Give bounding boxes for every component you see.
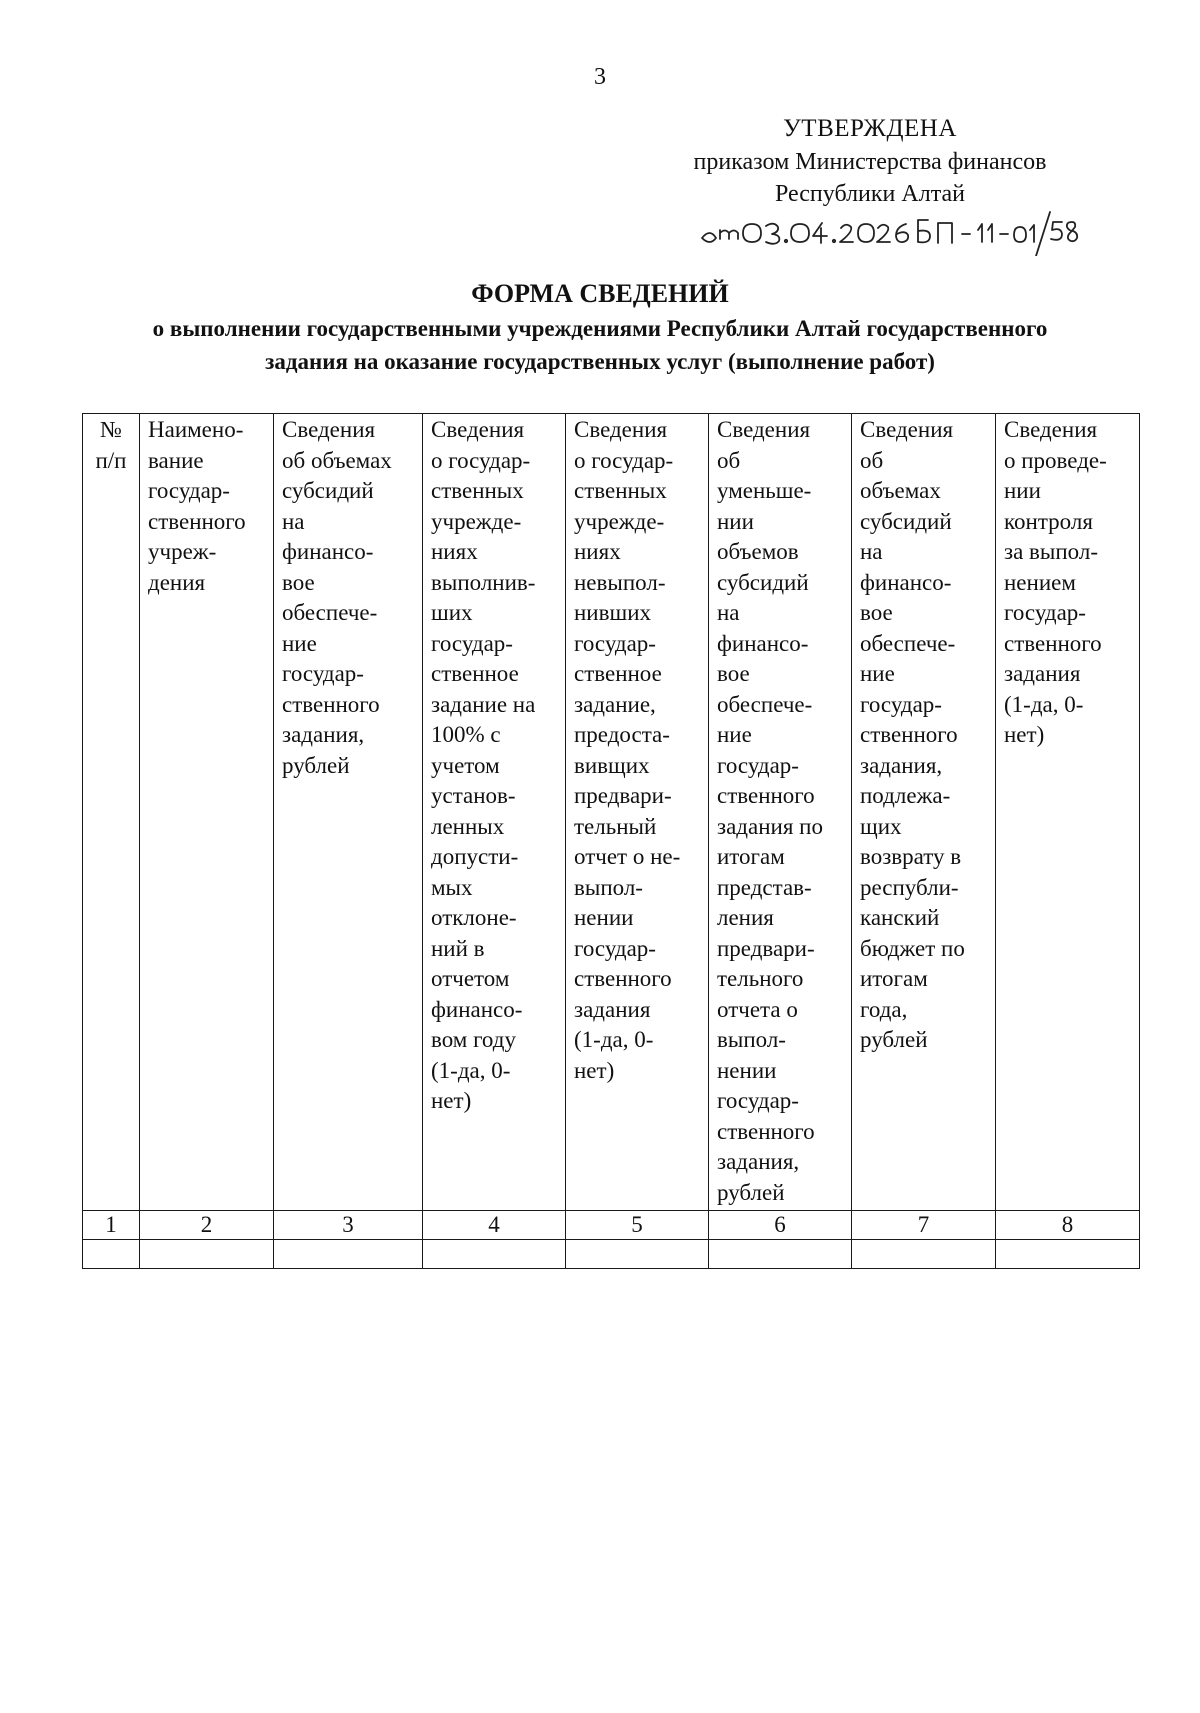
handwritten-order-date-number: [700, 206, 1080, 256]
column-number: 5: [566, 1211, 709, 1240]
form-title: ФОРМА СВЕДЕНИЙ: [471, 279, 729, 308]
approval-block: [660, 112, 1080, 210]
page-number: 3: [594, 64, 606, 90]
header-cell-subsidy-reduction: Сведения об уменьше- нии объемов субсидий на финансо- вое обеспече- ние государ- ственного задания по итогам представ- ления предвари- тельного отчета о выпол- нении государ- ственного задания, рублей: [709, 414, 852, 1211]
empty-data-row: [83, 1240, 1140, 1269]
empty-cell: [423, 1240, 566, 1269]
report-form-table: [82, 413, 1140, 1269]
header-cell-row-number: № п/п: [83, 414, 140, 1211]
approval-order-line: приказом Министерства финансов: [693, 149, 1047, 175]
header-cell-subsidy-volume: Сведения об объемах субсидий на финансо- вое обеспече- ние государ- ственного задания, рублей: [274, 414, 423, 1211]
empty-cell: [852, 1240, 996, 1269]
header-cell-institution-name: Наимено- вание государ- ственного учреж- дения: [140, 414, 274, 1211]
column-number: 8: [996, 1211, 1140, 1240]
approval-title: УТВЕРЖДЕНА: [783, 115, 957, 142]
column-number: 1: [83, 1211, 140, 1240]
header-cell-subsidy-refund: Сведения об объемах субсидий на финансо- вое обеспече- ние государ- ственного задания, подлежа- щих возврату в республи- канский бюджет по итогам года, рублей: [852, 414, 996, 1211]
column-number: 6: [709, 1211, 852, 1240]
form-heading: [0, 276, 1200, 378]
column-number-row: [83, 1211, 1140, 1240]
column-number: 3: [274, 1211, 423, 1240]
header-cell-completed-assignment: Сведения о государ- ственных учрежде- ниях выполнив- ших государ- ственное задание на 100% с учетом установ- ленных допусти- мых отклоне- ний в отчетом финансо- вом году (1-да, 0- нет): [423, 414, 566, 1211]
header-cell-control: Сведения о проведе- нии контроля за выпол- нением государ- ственного задания (1-да, 0- нет): [996, 414, 1140, 1211]
column-number: 7: [852, 1211, 996, 1240]
approval-region-line: Республики Алтай: [775, 181, 965, 207]
empty-cell: [274, 1240, 423, 1269]
header-cell-not-completed-assignment: Сведения о государ- ственных учрежде- ниях невыпол- нивших государ- ственное задание, предоста- вивщих предвари- тельный отчет о не- выпол- нении государ- ственного задания (1-да, 0- нет): [566, 414, 709, 1211]
empty-cell: [140, 1240, 274, 1269]
empty-cell: [566, 1240, 709, 1269]
column-number: 2: [140, 1211, 274, 1240]
empty-cell: [996, 1240, 1140, 1269]
column-number: 4: [423, 1211, 566, 1240]
empty-cell: [83, 1240, 140, 1269]
form-subtitle: о выполнении государственными учреждениями Республики Алтай государственного задания на оказание государственных услуг (выполнение работ): [152, 316, 1048, 374]
table-header-row: [83, 414, 1140, 1211]
handwritten-order-date-number-graphic: [700, 206, 1080, 256]
empty-cell: [709, 1240, 852, 1269]
